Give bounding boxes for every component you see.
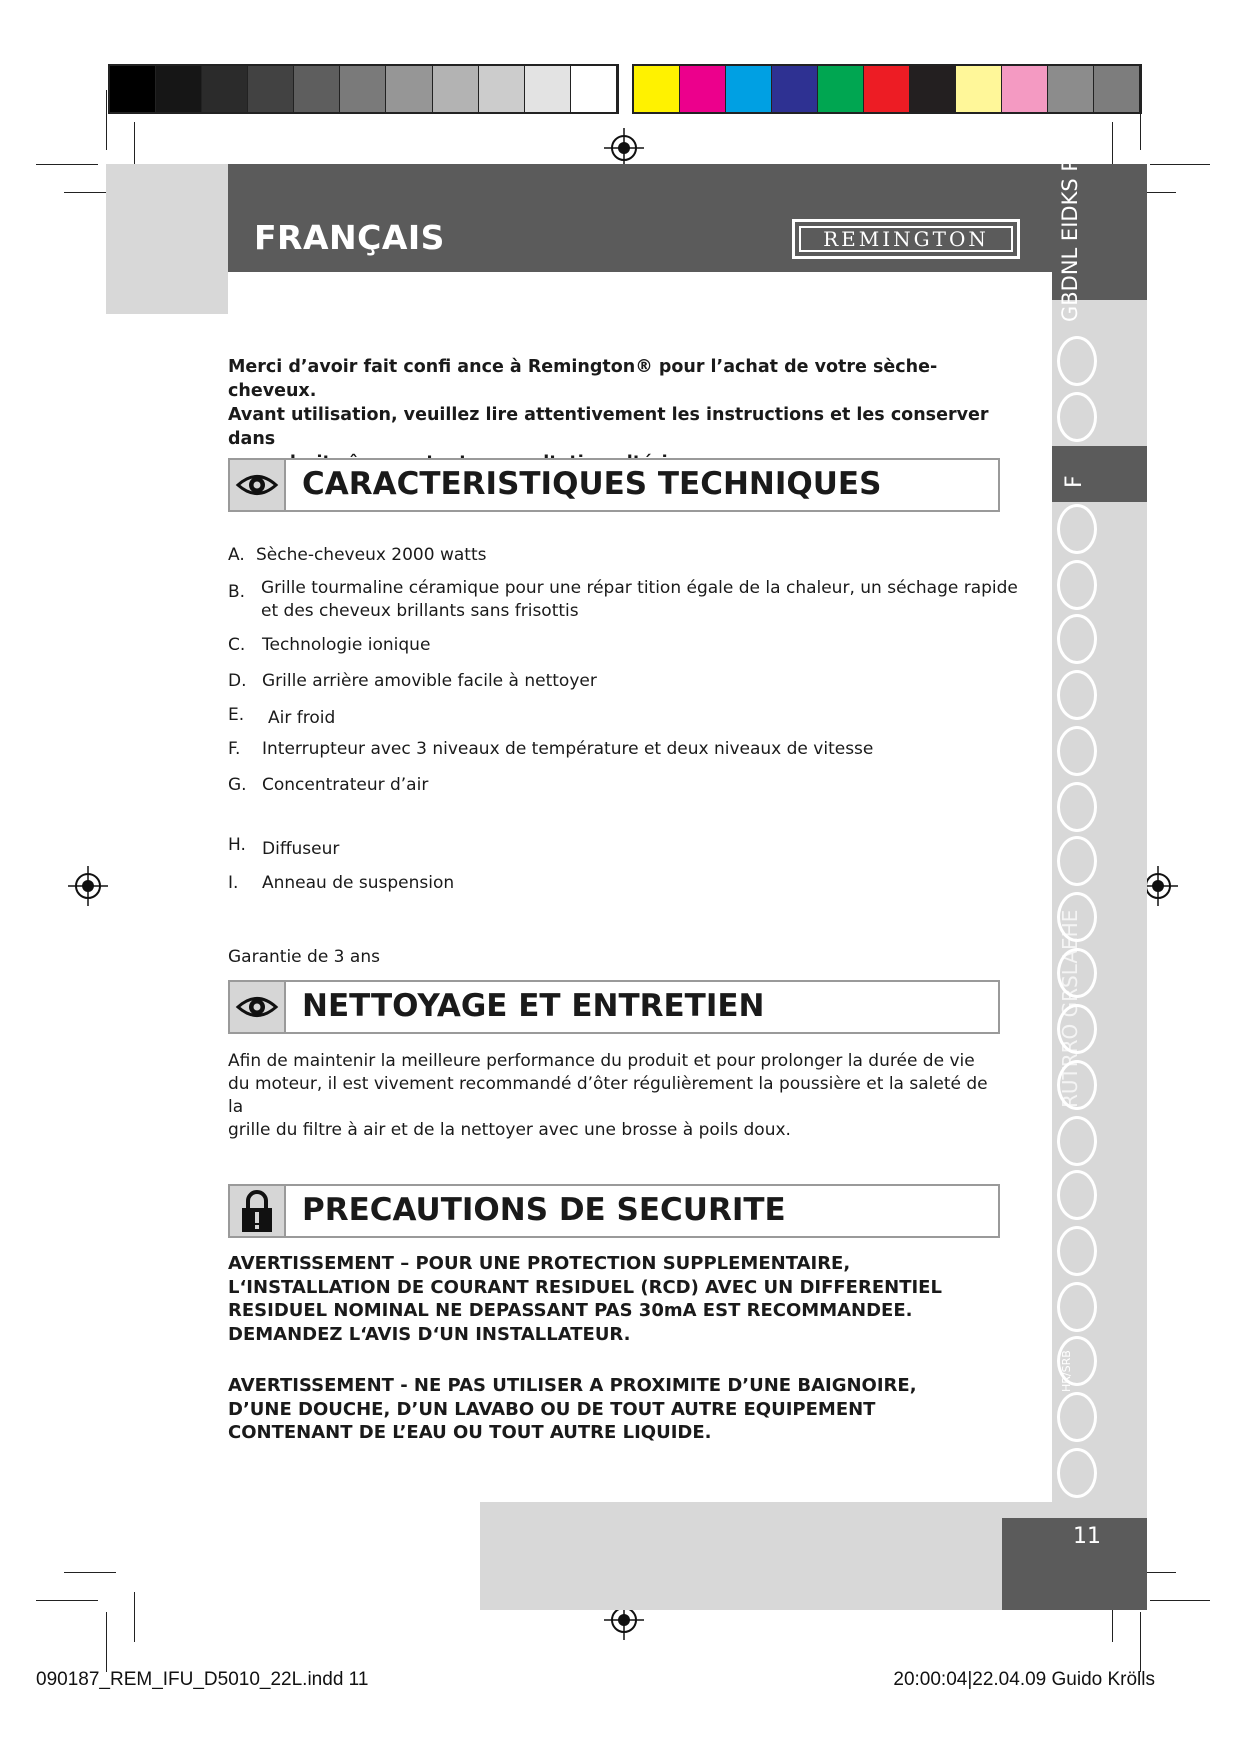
- padlock-warning-icon: [230, 1186, 286, 1236]
- intro-line: Merci d’avoir fait confi ance à Remington® pour l’achat de votre sèche-cheveux.: [228, 357, 938, 401]
- footer-timestamp: 20:00:04|22.04.09 Guido Krölls: [893, 1669, 1155, 1690]
- crop-mark: [1140, 1612, 1141, 1672]
- list-item: [228, 738, 873, 761]
- item-text: Technologie ionique: [262, 635, 431, 655]
- list-item: [228, 774, 428, 797]
- warning-line: DEMANDEZ L‘AVIS D‘UN INSTALLATEUR.: [228, 1323, 631, 1345]
- specs-section-header: [228, 458, 1000, 512]
- page-number: 11: [1073, 1524, 1101, 1549]
- color-swatch: [726, 66, 772, 112]
- warning-rcd: [228, 1252, 1008, 1346]
- side-top-languages: GBDNL EIDKS PSKC: [1058, 118, 1082, 322]
- item-letter: G.: [228, 775, 247, 795]
- item-text: Air froid: [268, 708, 336, 728]
- item-text-block: [261, 577, 1018, 623]
- color-swatch: [525, 66, 571, 112]
- item-letter: A.: [228, 545, 245, 565]
- color-swatch: [1048, 66, 1094, 112]
- warning-water: [228, 1374, 1008, 1445]
- list-item: [228, 872, 454, 895]
- color-swatch: [294, 66, 340, 112]
- crop-mark: [64, 1572, 116, 1573]
- section-title: CARACTERISTIQUES TECHNIQUES: [302, 466, 882, 502]
- color-swatch: [433, 66, 479, 112]
- language-tab-oval: [1057, 782, 1097, 832]
- registration-mark-icon: [604, 128, 644, 168]
- color-swatch: [248, 66, 294, 112]
- item-letter: D.: [228, 671, 247, 691]
- language-tab-oval: [1057, 1282, 1097, 1332]
- paragraph-line: du moteur, il est vivement recommandé d’ôter régulièrement la poussière et la saleté de la: [228, 1074, 988, 1117]
- paragraph-line: Afin de maintenir la meilleure performance du produit et pour prolonger la durée de vie: [228, 1051, 975, 1071]
- language-tab-oval: [1057, 1448, 1097, 1498]
- page-title: FRANÇAIS: [254, 218, 445, 257]
- registration-mark-icon: [68, 866, 108, 906]
- language-tab-oval: [1057, 614, 1097, 664]
- footer-filename: 090187_REM_IFU_D5010_22L.indd 11: [36, 1669, 369, 1690]
- language-tab-oval: [1057, 336, 1097, 386]
- color-swatch: [479, 66, 525, 112]
- language-tab-oval: [1057, 892, 1097, 942]
- active-language-tab: [1052, 446, 1147, 502]
- eye-icon: [230, 460, 286, 510]
- color-swatch: [864, 66, 910, 112]
- crop-mark: [1150, 1600, 1210, 1601]
- safety-section-header: [228, 1184, 1000, 1238]
- warning-line: RESIDUEL NOMINAL NE DEPASSANT PAS 30mA EST RECOMMANDEE.: [228, 1300, 913, 1321]
- intro-paragraph: [228, 355, 1008, 475]
- language-tab-oval: [1057, 560, 1097, 610]
- crop-mark: [1140, 90, 1141, 150]
- item-letter: H.: [228, 835, 246, 855]
- language-tab-oval: [1057, 504, 1097, 554]
- crop-mark: [1150, 164, 1210, 165]
- list-item: [228, 704, 335, 730]
- language-tab-oval: [1057, 670, 1097, 720]
- side-active-language: F: [1062, 475, 1087, 488]
- crop-mark: [36, 164, 98, 165]
- language-tab-oval: [1057, 948, 1097, 998]
- item-text: Concentrateur d’air: [262, 775, 429, 795]
- item-text: Interrupteur avec 3 niveaux de température et deux niveaux de vitesse: [262, 739, 874, 759]
- eye-icon: [230, 982, 286, 1032]
- item-letter: F.: [228, 739, 241, 759]
- color-swatch: [634, 66, 680, 112]
- item-text: Anneau de suspension: [262, 873, 455, 893]
- language-tab-oval: [1057, 836, 1097, 886]
- color-swatch: [818, 66, 864, 112]
- color-swatch: [680, 66, 726, 112]
- section-title: PRECAUTIONS DE SECURITE: [302, 1192, 786, 1228]
- crop-mark: [36, 1600, 98, 1601]
- logo-text: REMINGTON: [799, 226, 1013, 252]
- language-tab-oval: [1057, 392, 1097, 442]
- crop-mark: [106, 90, 107, 150]
- left-gray-margin: [106, 164, 228, 314]
- language-tab-oval: [1057, 1116, 1097, 1166]
- color-swatch: [156, 66, 202, 112]
- crop-mark: [134, 1592, 135, 1642]
- language-tab-oval: [1057, 1004, 1097, 1054]
- item-text: et des cheveux brillants sans frisottis: [261, 601, 579, 621]
- side-small-language: HR/SRB: [1060, 1350, 1073, 1392]
- intro-line: Avant utilisation, veuillez lire attentivement les instructions et les conserver dans: [228, 405, 989, 449]
- warning-line: AVERTISSEMENT – POUR UNE PROTECTION SUPPLEMENTAIRE,: [228, 1253, 851, 1274]
- warning-line: AVERTISSEMENT - NE PAS UTILISER A PROXIMITE D’UNE BAIGNOIRE,: [228, 1375, 917, 1396]
- language-tab-oval: [1057, 1336, 1097, 1386]
- language-tab-oval: [1057, 1226, 1097, 1276]
- item-text: Grille tourmaline céramique pour une répar tition égale de la chaleur, un séchage rapide: [261, 578, 1018, 598]
- remington-logo: [792, 219, 1020, 259]
- color-swatch: [1002, 66, 1048, 112]
- list-item: [228, 670, 597, 693]
- item-letter: E.: [228, 705, 245, 725]
- warning-line: CONTENANT DE L’EAU OU TOUT AUTRE LIQUIDE.: [228, 1422, 712, 1443]
- color-swatch: [340, 66, 386, 112]
- crop-mark: [106, 1612, 107, 1672]
- list-item: [228, 834, 339, 861]
- color-swatch: [386, 66, 432, 112]
- process-color-bar: [632, 64, 1142, 114]
- item-text: Grille arrière amovible facile à nettoyer: [262, 671, 597, 691]
- color-swatch: [910, 66, 956, 112]
- list-item: [228, 577, 1018, 623]
- color-swatch: [772, 66, 818, 112]
- warranty-text: Garantie de 3 ans: [228, 947, 380, 967]
- language-tab-oval: [1057, 726, 1097, 776]
- item-text: Diffuseur: [262, 839, 340, 859]
- item-text: Sèche-cheveux 2000 watts: [256, 545, 487, 565]
- color-swatch: [571, 66, 617, 112]
- list-item: [228, 634, 430, 657]
- color-swatch: [110, 66, 156, 112]
- color-swatch: [1094, 66, 1140, 112]
- list-item: [228, 544, 486, 567]
- warning-line: D’UNE DOUCHE, D’UN LAVABO OU DE TOUT AUTRE EQUIPEMENT: [228, 1398, 876, 1420]
- paragraph-line: grille du filtre à air et de la nettoyer avec une brosse à poils doux.: [228, 1120, 791, 1140]
- side-mid-languages: RUTRRO GRSLAEHE: [1058, 909, 1082, 1108]
- language-tab-oval: [1057, 1170, 1097, 1220]
- item-letter: C.: [228, 635, 246, 655]
- section-title: NETTOYAGE ET ENTRETIEN: [302, 988, 765, 1024]
- cleaning-paragraph: [228, 1050, 1008, 1142]
- item-letter: B.: [228, 582, 246, 602]
- color-swatch: [956, 66, 1002, 112]
- cleaning-section-header: [228, 980, 1000, 1034]
- item-letter: I.: [228, 873, 239, 893]
- grayscale-color-bar: [108, 64, 619, 114]
- language-tab-oval: [1057, 1392, 1097, 1442]
- warning-line: L‘INSTALLATION DE COURANT RESIDUEL (RCD) AVEC UN DIFFERENTIEL: [228, 1276, 942, 1298]
- language-tab-oval: [1057, 1060, 1097, 1110]
- color-swatch: [202, 66, 248, 112]
